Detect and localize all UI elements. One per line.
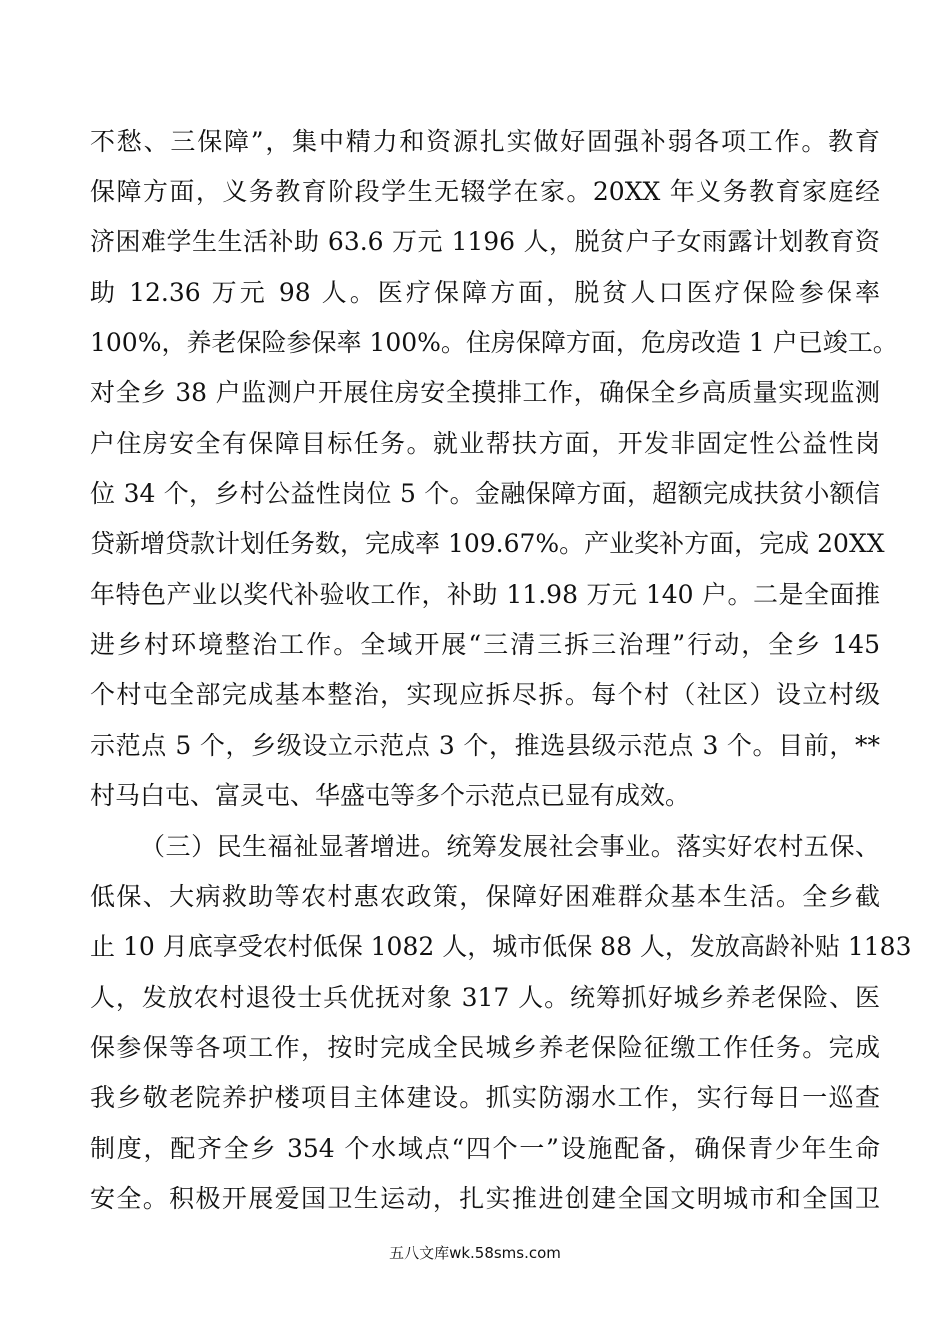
text-line: 年特色产业以奖代补验收工作，补助 11.98 万元 140 户。二是全面推 <box>90 580 880 609</box>
text-line: 人，发放农村退役士兵优抚对象 317 人。统筹抓好城乡养老保险、医 <box>90 983 880 1012</box>
text-line: 保障方面，义务教育阶段学生无辍学在家。20XX 年义务教育家庭经 <box>90 177 880 206</box>
text-line: 我乡敬老院养护楼项目主体建设。抓实防溺水工作，实行每日一巡查 <box>90 1083 880 1112</box>
text-line: 济困难学生生活补助 63.6 万元 1196 人，脱贫户子女雨露计划教育资 <box>90 227 880 256</box>
text-line: 村马白屯、富灵屯、华盛屯等多个示范点已显有成效。 <box>90 781 691 810</box>
footer-watermark: 五八文库wk.58sms.com <box>389 1244 561 1262</box>
text-line: 个村屯全部完成基本整治，实现应拆尽拆。每个村（社区）设立村级 <box>90 680 880 709</box>
text-line: 位 34 个，乡村公益性岗位 5 个。金融保障方面，超额完成扶贫小额信 <box>90 479 880 508</box>
text-line: 低保、大病救助等农村惠农政策，保障好困难群众基本生活。全乡截 <box>90 882 880 911</box>
text-line: 助 12.36 万元 98 人。医疗保障方面，脱贫人口医疗保险参保率 <box>90 278 880 307</box>
text-line: 100%，养老保险参保率 100%。住房保障方面，危房改造 1 户已竣工。 <box>90 328 898 357</box>
text-line: 进乡村环境整治工作。全域开展“三清三拆三治理”行动，全乡 145 <box>90 630 880 659</box>
text-line: 保参保等各项工作，按时完成全民城乡养老保险征缴工作任务。完成 <box>90 1033 880 1062</box>
text-line: 止 10 月底享受农村低保 1082 人，城市低保 88 人，发放高龄补贴 1183 <box>90 932 912 961</box>
text-line: 安全。积极开展爱国卫生运动，扎实推进创建全国文明城市和全国卫 <box>90 1184 880 1213</box>
text-line: 贷新增贷款计划任务数，完成率 109.67%。产业奖补方面，完成 20XX <box>90 529 885 558</box>
text-line: 示范点 5 个，乡级设立示范点 3 个，推选县级示范点 3 个。目前，** <box>90 731 880 760</box>
text-line: （三）民生福祉显著增进。统筹发展社会事业。落实好农村五保、 <box>140 832 880 861</box>
text-line: 不愁、三保障”，集中精力和资源扎实做好固强补弱各项工作。教育 <box>90 127 880 156</box>
text-line: 对全乡 38 户监测户开展住房安全摸排工作，确保全乡高质量实现监测 <box>90 378 880 407</box>
text-line: 户住房安全有保障目标任务。就业帮扶方面，开发非固定性公益性岗 <box>90 429 880 458</box>
text-line: 制度，配齐全乡 354 个水域点“四个一”设施配备，确保青少年生命 <box>90 1134 880 1163</box>
